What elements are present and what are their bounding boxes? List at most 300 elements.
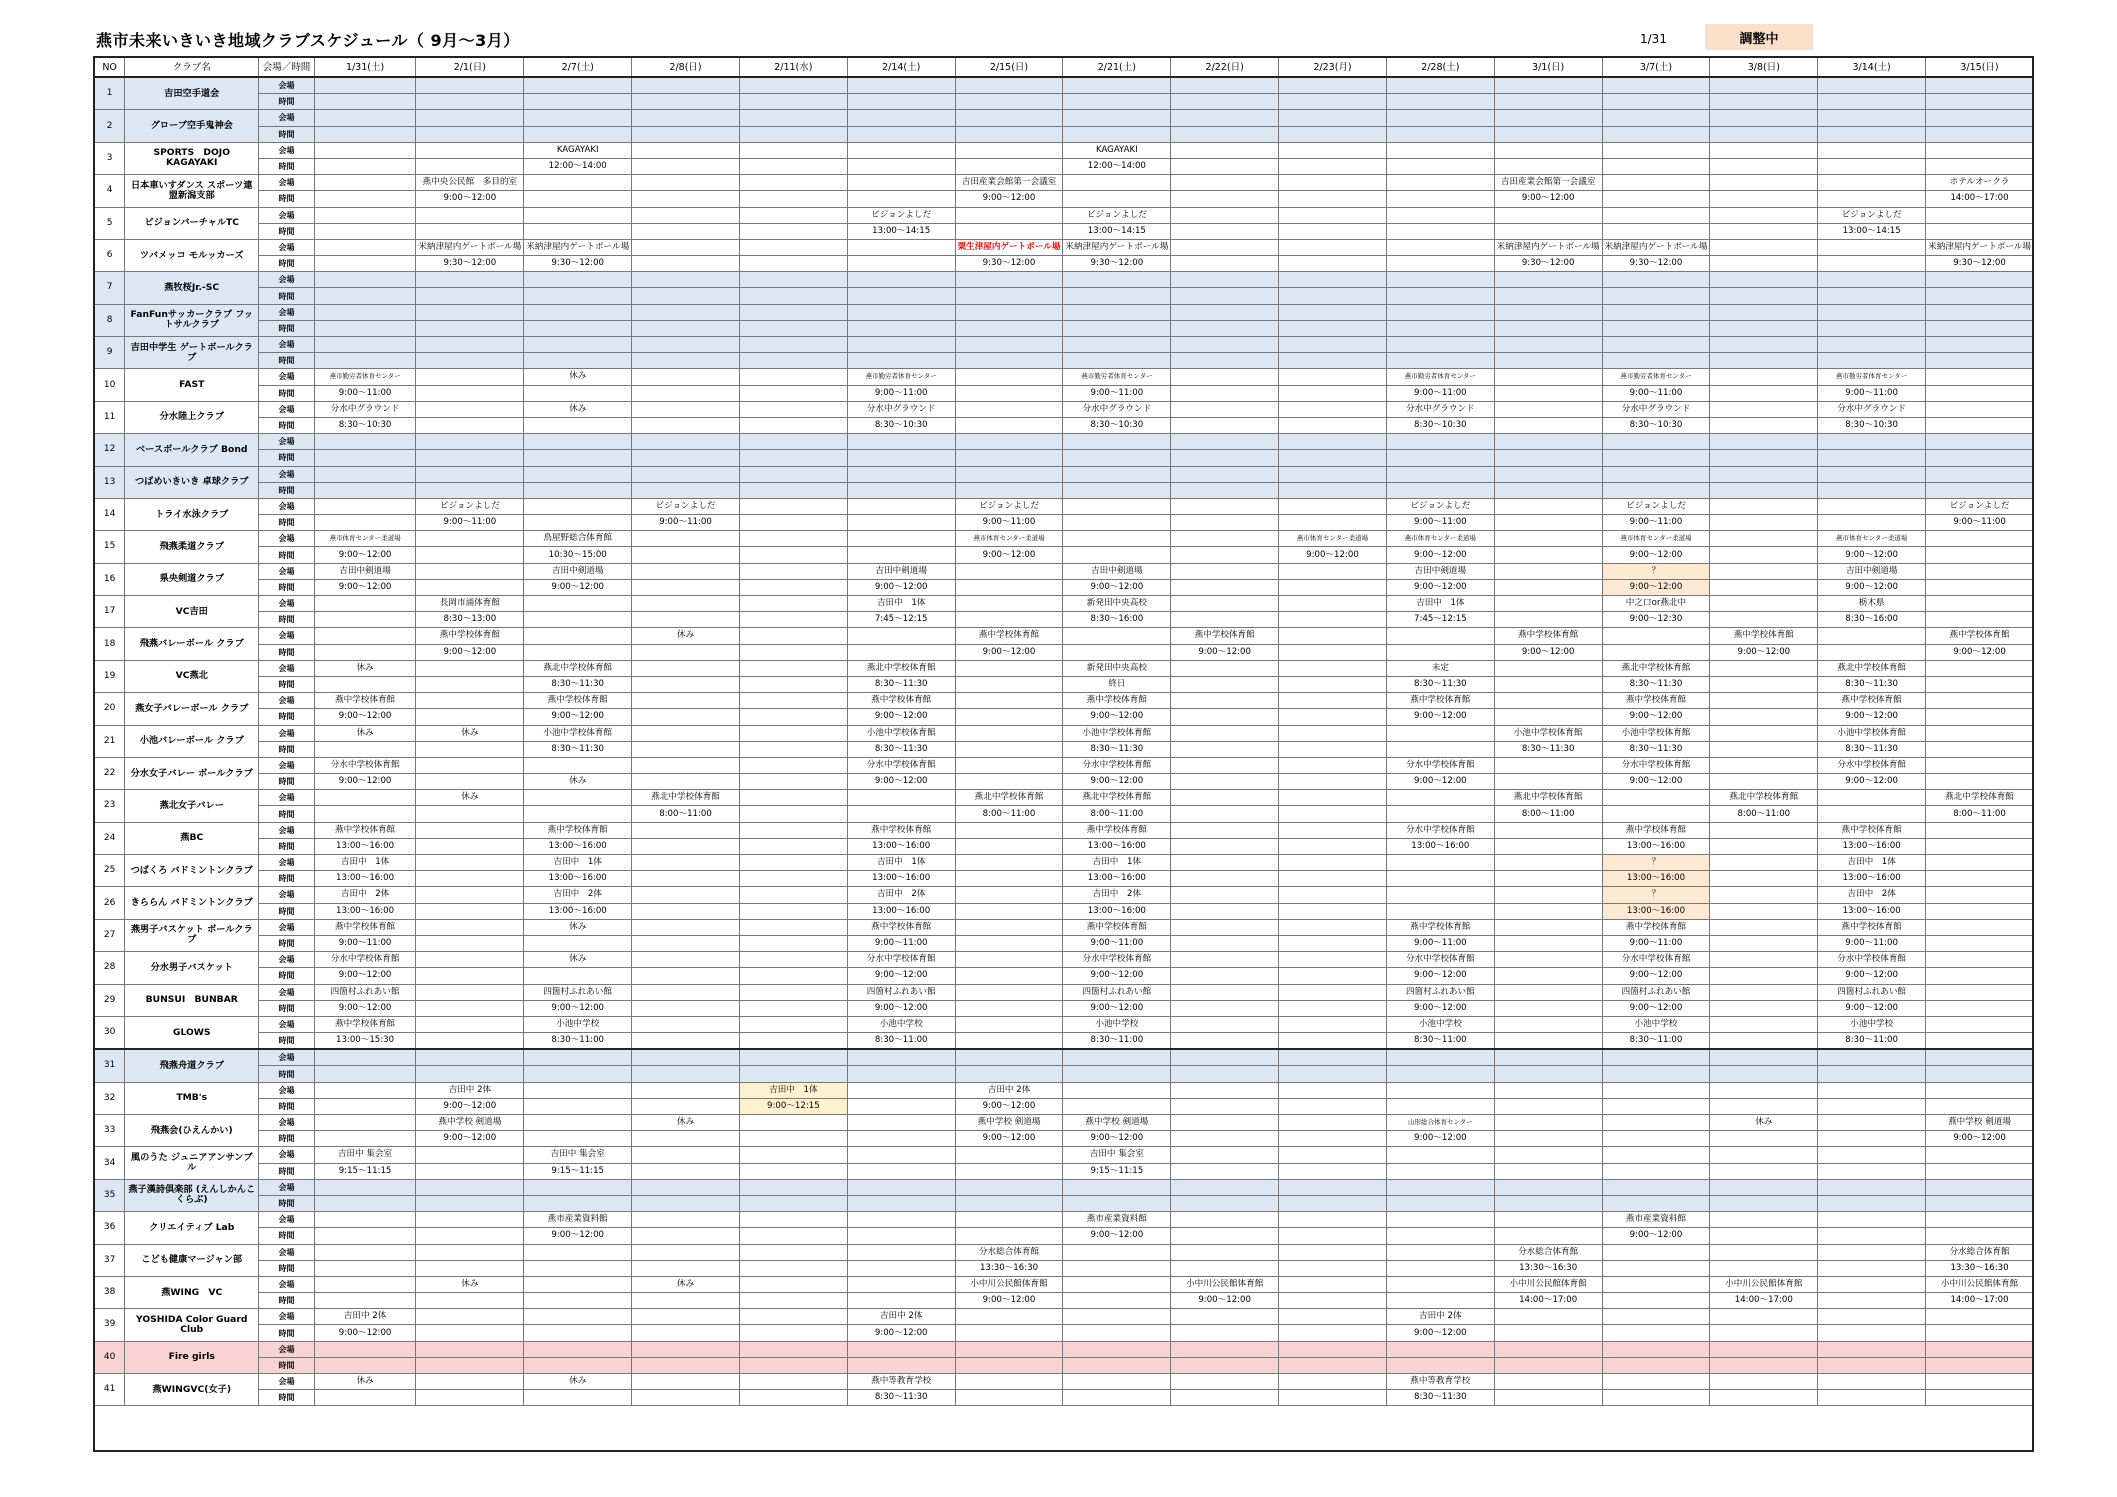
table-row	[95, 579, 2034, 595]
time-cell	[847, 94, 955, 110]
venue-cell: ？	[1602, 855, 1710, 871]
venue-cell	[1926, 304, 2034, 320]
time-label: 時間	[259, 1195, 314, 1211]
table-row	[95, 401, 2034, 417]
time-cell	[1926, 838, 2034, 854]
venue-cell	[1386, 1049, 1494, 1066]
row-number: 18	[95, 628, 125, 660]
time-cell	[524, 223, 632, 239]
time-cell	[1063, 515, 1171, 531]
club-name: 燕女子バレーボール クラブ	[125, 693, 259, 725]
venue-cell	[416, 272, 524, 288]
time-cell	[1602, 223, 1710, 239]
venue-cell	[524, 304, 632, 320]
time-cell	[1710, 94, 1818, 110]
time-cell: 9:00～12:00	[416, 1098, 524, 1114]
time-cell: 9:30～12:00	[416, 256, 524, 272]
venue-cell	[632, 822, 740, 838]
time-label: 時間	[259, 968, 314, 984]
venue-cell	[1602, 1341, 1710, 1357]
time-cell	[632, 1357, 740, 1373]
time-cell	[1818, 1228, 1926, 1244]
time-cell: 9:00～12:00	[1818, 547, 1926, 563]
venue-cell	[739, 466, 847, 482]
table-row	[95, 1244, 2034, 1260]
venue-cell	[1602, 1276, 1710, 1292]
venue-cell: 米納津屋内ゲートボール場	[524, 239, 632, 255]
venue-cell	[632, 369, 740, 385]
venue-cell	[314, 1244, 416, 1260]
time-cell	[1602, 1163, 1710, 1179]
time-label: 時間	[259, 515, 314, 531]
time-cell	[1494, 94, 1602, 110]
row-number: 5	[95, 207, 125, 239]
time-cell	[632, 903, 740, 919]
time-cell	[1386, 903, 1494, 919]
time-cell	[1171, 1357, 1279, 1373]
venue-cell: 山形総合体育センター	[1386, 1115, 1494, 1131]
time-cell	[416, 1066, 524, 1082]
time-cell	[1063, 1390, 1171, 1406]
venue-cell	[1710, 1049, 1818, 1066]
venue-cell	[1602, 175, 1710, 191]
time-cell: 9:00～12:00	[1710, 644, 1818, 660]
venue-cell: 吉田中 集会室	[1063, 1147, 1171, 1163]
row-number: 22	[95, 757, 125, 789]
table-row	[95, 903, 2034, 919]
time-cell: 13:00～16:00	[314, 903, 416, 919]
time-cell	[524, 935, 632, 951]
venue-cell	[1818, 1147, 1926, 1163]
venue-cell	[1602, 1309, 1710, 1325]
time-cell	[524, 1131, 632, 1147]
time-cell	[632, 547, 740, 563]
time-cell: 10:30～15:00	[524, 547, 632, 563]
time-cell	[1602, 1131, 1710, 1147]
venue-cell: ビジョンよしだ	[1818, 207, 1926, 223]
venue-cell	[1171, 207, 1279, 223]
club-name: 県央剣道クラブ	[125, 563, 259, 595]
time-cell	[1710, 1033, 1818, 1050]
time-cell	[739, 903, 847, 919]
table-row	[95, 984, 2034, 1000]
venue-cell	[955, 434, 1063, 450]
venue-cell	[739, 1179, 847, 1195]
venue-cell	[739, 1212, 847, 1228]
venue-cell	[847, 77, 955, 94]
time-cell	[1926, 1000, 2034, 1016]
print-date: 1/31	[1640, 32, 1667, 46]
venue-label: 会場	[259, 1049, 314, 1066]
time-cell	[314, 482, 416, 498]
venue-cell: 燕北中学校体育館	[847, 660, 955, 676]
venue-cell	[1171, 337, 1279, 353]
time-cell	[632, 579, 740, 595]
time-cell	[1926, 385, 2034, 401]
venue-cell	[314, 337, 416, 353]
time-cell: 9:30～12:00	[1926, 256, 2034, 272]
time-cell	[1494, 158, 1602, 174]
time-cell: 13:00～16:00	[847, 838, 955, 854]
time-cell	[416, 774, 524, 790]
time-cell	[1926, 1163, 2034, 1179]
venue-cell	[1710, 693, 1818, 709]
time-cell	[739, 482, 847, 498]
time-label: 時間	[259, 1390, 314, 1406]
time-cell	[1279, 1098, 1387, 1114]
venue-cell: 粟生津屋内ゲートボール場	[955, 239, 1063, 255]
row-number: 29	[95, 984, 125, 1016]
time-cell: 13:00～15:30	[314, 1033, 416, 1050]
time-cell	[1602, 353, 1710, 369]
time-cell: 9:00～12:00	[1818, 579, 1926, 595]
venue-cell	[1926, 660, 2034, 676]
venue-cell: KAGAYAKI	[1063, 142, 1171, 158]
venue-cell	[416, 1179, 524, 1195]
time-cell	[1710, 126, 1818, 142]
venue-cell	[739, 1016, 847, 1032]
time-cell: 9:00～12:00	[416, 191, 524, 207]
time-cell: 8:30～11:30	[847, 741, 955, 757]
time-cell: 9:00～12:00	[1386, 709, 1494, 725]
club-name: 風のうた ジュニアアンサンブル	[125, 1147, 259, 1179]
time-cell: 8:30～11:30	[524, 741, 632, 757]
venue-cell: 燕中学校体育館	[1602, 919, 1710, 935]
time-cell	[1818, 126, 1926, 142]
time-cell	[1602, 1390, 1710, 1406]
venue-cell	[1710, 531, 1818, 547]
time-label: 時間	[259, 288, 314, 304]
venue-cell	[524, 757, 632, 773]
venue-cell: 燕中学校体育館	[1386, 693, 1494, 709]
venue-cell	[1926, 1341, 2034, 1357]
time-cell	[1171, 1325, 1279, 1341]
table-row	[95, 320, 2034, 336]
time-cell	[416, 1293, 524, 1309]
venue-cell	[1494, 855, 1602, 871]
time-cell	[524, 515, 632, 531]
date-column-header: 2/7(土)	[524, 58, 632, 78]
time-cell: 9:00～12:00	[314, 579, 416, 595]
time-cell: 8:30～10:30	[1063, 417, 1171, 433]
row-number: 39	[95, 1309, 125, 1341]
time-cell	[524, 806, 632, 822]
venue-cell: 燕市勤労者体育センター	[847, 369, 955, 385]
time-cell	[1279, 353, 1387, 369]
venue-cell	[1926, 1179, 2034, 1195]
time-cell: 9:00～12:00	[1926, 1131, 2034, 1147]
time-cell	[1818, 806, 1926, 822]
venue-cell	[847, 1244, 955, 1260]
venue-cell	[1386, 110, 1494, 126]
time-cell	[955, 450, 1063, 466]
time-cell	[1494, 1000, 1602, 1016]
time-cell	[1710, 1000, 1818, 1016]
venue-cell	[1710, 207, 1818, 223]
venue-cell	[1926, 401, 2034, 417]
venue-cell	[1063, 498, 1171, 514]
venue-cell	[847, 1082, 955, 1098]
time-cell: 9:00～11:00	[1063, 385, 1171, 401]
venue-cell	[1926, 693, 2034, 709]
time-cell	[1710, 1325, 1818, 1341]
time-cell	[632, 158, 740, 174]
time-cell	[416, 676, 524, 692]
table-row	[95, 1260, 2034, 1276]
time-cell	[1279, 191, 1387, 207]
venue-cell: 燕中等教育学校	[847, 1374, 955, 1390]
venue-cell	[416, 207, 524, 223]
venue-cell	[632, 1049, 740, 1066]
venue-cell	[1494, 822, 1602, 838]
table-row	[95, 191, 2034, 207]
venue-cell	[416, 952, 524, 968]
time-cell: 9:00～12:00	[1386, 1325, 1494, 1341]
venue-cell	[1279, 1049, 1387, 1066]
time-cell: 9:00～12:00	[416, 1131, 524, 1147]
club-name: 飛燕舟道クラブ	[125, 1049, 259, 1082]
time-cell	[314, 1131, 416, 1147]
time-cell	[955, 417, 1063, 433]
time-cell	[632, 1033, 740, 1050]
time-cell: 9:00～12:00	[1386, 579, 1494, 595]
time-label: 時間	[259, 1000, 314, 1016]
time-cell: 8:30～16:00	[1818, 612, 1926, 628]
time-cell	[1710, 838, 1818, 854]
club-name: 飛燕会(ひえんかい)	[125, 1115, 259, 1147]
venue-label: 会場	[259, 1115, 314, 1131]
time-cell	[1494, 288, 1602, 304]
venue-label: 会場	[259, 272, 314, 288]
time-label: 時間	[259, 709, 314, 725]
time-cell	[1602, 158, 1710, 174]
venue-label: 会場	[259, 693, 314, 709]
time-label: 時間	[259, 1293, 314, 1309]
time-cell	[739, 579, 847, 595]
time-cell	[1386, 806, 1494, 822]
venue-cell: 燕市産業資料館	[1063, 1212, 1171, 1228]
time-cell	[416, 353, 524, 369]
venue-cell	[1386, 142, 1494, 158]
venue-cell: 分水中学校体育館	[314, 952, 416, 968]
time-cell	[1926, 1357, 2034, 1373]
club-name: FanFunサッカークラブ フットサルクラブ	[125, 304, 259, 336]
venue-cell	[524, 207, 632, 223]
venue-cell	[1279, 855, 1387, 871]
time-cell	[1602, 450, 1710, 466]
venue-cell	[955, 757, 1063, 773]
venue-cell	[847, 337, 955, 353]
venue-cell	[314, 1341, 416, 1357]
venue-cell	[1279, 660, 1387, 676]
venue-cell	[739, 660, 847, 676]
time-cell	[1171, 709, 1279, 725]
time-label: 時間	[259, 1098, 314, 1114]
table-row	[95, 1341, 2034, 1357]
venue-cell	[1171, 1309, 1279, 1325]
time-cell: 9:00～11:00	[1818, 935, 1926, 951]
time-cell	[1818, 1195, 1926, 1211]
time-cell	[1818, 1325, 1926, 1341]
time-label: 時間	[259, 353, 314, 369]
venue-cell	[1926, 369, 2034, 385]
time-cell	[632, 1000, 740, 1016]
time-cell: 8:30～11:00	[1386, 1033, 1494, 1050]
time-cell: 9:00～12:00	[1602, 579, 1710, 595]
time-cell: 9:00～12:00	[524, 1228, 632, 1244]
time-cell	[524, 612, 632, 628]
time-cell	[739, 256, 847, 272]
time-cell	[1171, 223, 1279, 239]
venue-cell	[1063, 304, 1171, 320]
time-cell: 終日	[1063, 676, 1171, 692]
time-cell: 13:00～16:00	[314, 838, 416, 854]
time-cell: 8:30～10:30	[1602, 417, 1710, 433]
time-cell	[1386, 871, 1494, 887]
venue-cell: 吉田中剣道場	[314, 563, 416, 579]
venue-label: 会場	[259, 1374, 314, 1390]
venue-cell	[1063, 175, 1171, 191]
time-cell	[632, 126, 740, 142]
venue-cell: 燕市体育センター柔道場	[955, 531, 1063, 547]
venue-cell: 燕中学校体育館	[1494, 628, 1602, 644]
venue-cell: 燕中学校体育館	[524, 693, 632, 709]
venue-cell: 四箇村ふれあい館	[1063, 984, 1171, 1000]
time-cell	[1063, 1260, 1171, 1276]
venue-cell	[1279, 984, 1387, 1000]
venue-cell	[1602, 1049, 1710, 1066]
table-row	[95, 272, 2034, 288]
time-cell	[739, 126, 847, 142]
venue-cell	[739, 563, 847, 579]
time-cell	[1063, 320, 1171, 336]
time-cell: 9:00～12:00	[1063, 1131, 1171, 1147]
venue-cell	[1279, 207, 1387, 223]
venue-label: 会場	[259, 628, 314, 644]
venue-cell	[1279, 337, 1387, 353]
table-row	[95, 644, 2034, 660]
venue-cell	[1710, 239, 1818, 255]
time-cell	[739, 741, 847, 757]
time-cell	[955, 1000, 1063, 1016]
venue-cell: 吉田中 1体	[739, 1082, 847, 1098]
venue-cell	[314, 628, 416, 644]
time-cell	[632, 774, 740, 790]
venue-cell	[1710, 272, 1818, 288]
venue-cell: 吉田中 集会室	[314, 1147, 416, 1163]
venue-cell: 分水中学校体育館	[847, 757, 955, 773]
row-number: 32	[95, 1082, 125, 1114]
time-cell: 9:00～11:00	[1063, 935, 1171, 951]
venue-cell	[1710, 887, 1818, 903]
time-cell	[1171, 741, 1279, 757]
time-cell: 9:00～12:00	[847, 968, 955, 984]
row-number: 36	[95, 1212, 125, 1244]
time-cell	[1386, 1293, 1494, 1309]
time-label: 時間	[259, 806, 314, 822]
venue-cell	[1602, 1374, 1710, 1390]
venue-cell	[739, 1115, 847, 1131]
time-cell: 9:00～11:00	[1926, 515, 2034, 531]
venue-cell	[524, 1309, 632, 1325]
venue-cell	[1063, 1374, 1171, 1390]
table-row	[95, 822, 2034, 838]
time-cell	[1063, 1325, 1171, 1341]
time-cell	[1494, 1033, 1602, 1050]
venue-cell	[1171, 1244, 1279, 1260]
table-row	[95, 774, 2034, 790]
venue-cell	[1926, 822, 2034, 838]
row-number: 38	[95, 1276, 125, 1308]
venue-cell	[1386, 466, 1494, 482]
venue-cell	[1926, 887, 2034, 903]
venue-cell	[416, 1309, 524, 1325]
time-cell	[524, 191, 632, 207]
time-cell	[739, 450, 847, 466]
venue-cell	[1818, 1082, 1926, 1098]
venue-cell	[1494, 1341, 1602, 1357]
venue-cell	[1279, 110, 1387, 126]
venue-cell: 分水中グラウンド	[847, 401, 955, 417]
time-cell	[1710, 223, 1818, 239]
time-cell: 9:00～12:15	[739, 1098, 847, 1114]
time-cell	[1279, 320, 1387, 336]
venue-cell: 四箇村ふれあい館	[847, 984, 955, 1000]
time-cell	[955, 353, 1063, 369]
table-row	[95, 790, 2034, 806]
time-cell	[1279, 1131, 1387, 1147]
time-label: 時間	[259, 612, 314, 628]
venue-cell	[1710, 110, 1818, 126]
time-cell	[1171, 612, 1279, 628]
venue-cell	[1386, 1212, 1494, 1228]
time-cell	[1818, 1260, 1926, 1276]
time-cell	[1602, 1066, 1710, 1082]
venue-cell	[1171, 369, 1279, 385]
venue-cell	[416, 304, 524, 320]
venue-cell: 燕中学校体育館	[1063, 822, 1171, 838]
venue-cell	[1602, 142, 1710, 158]
table-row	[95, 1082, 2034, 1098]
venue-cell	[1279, 952, 1387, 968]
venue-cell: 燕中学校体育館	[314, 919, 416, 935]
time-cell	[955, 1390, 1063, 1406]
time-cell: 8:30～11:30	[1818, 676, 1926, 692]
time-cell	[1386, 1195, 1494, 1211]
venue-cell	[1171, 822, 1279, 838]
venue-cell	[1063, 1244, 1171, 1260]
venue-cell	[955, 142, 1063, 158]
venue-cell	[1926, 272, 2034, 288]
venue-label: 会場	[259, 207, 314, 223]
row-number: 6	[95, 239, 125, 271]
time-cell: 9:00～12:00	[1063, 1000, 1171, 1016]
venue-cell	[1171, 77, 1279, 94]
venue-cell	[1279, 239, 1387, 255]
time-cell	[1171, 385, 1279, 401]
venue-cell	[1386, 304, 1494, 320]
venue-cell	[416, 919, 524, 935]
venue-cell: 燕中学校体育館	[314, 693, 416, 709]
venue-cell	[1494, 919, 1602, 935]
venue-cell	[1494, 1082, 1602, 1098]
time-cell	[1063, 126, 1171, 142]
time-cell	[1494, 903, 1602, 919]
time-cell	[524, 288, 632, 304]
time-cell: 13:00～16:00	[1602, 903, 1710, 919]
venue-cell	[739, 77, 847, 94]
venue-cell	[1279, 498, 1387, 514]
